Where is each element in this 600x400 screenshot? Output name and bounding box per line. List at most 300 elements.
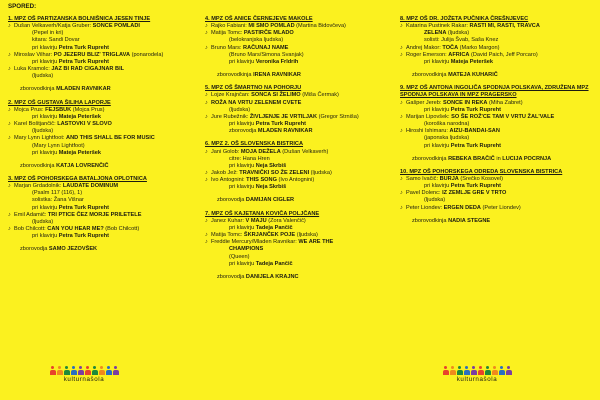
line-text-after: (Miha Zabret) — [487, 99, 523, 106]
choir-title: 2. MPZ OŠ GUSTAVA ŠILIHA LAPORJE — [8, 99, 111, 106]
figure-icon — [57, 366, 63, 375]
music-note-icon: ♪ — [400, 99, 403, 106]
program-line — [400, 37, 596, 44]
program-line — [205, 52, 395, 59]
program-line — [205, 261, 395, 268]
conductor-join: in — [494, 155, 503, 162]
music-note-icon: ♪ — [205, 23, 208, 30]
choir-title: 8. MPZ OŠ DR. JOŽETA PUČNIKA ČREŠNJEVEC — [400, 16, 529, 22]
line-text: Samo Ivačič: — [406, 175, 440, 182]
line-text: pri klavirju — [424, 106, 451, 113]
music-note-icon: ♪ — [8, 23, 11, 30]
figure-head-icon — [100, 366, 103, 369]
figure-icon — [457, 366, 463, 375]
figure-body-icon — [71, 370, 77, 376]
line-bold: Mateja Peteršek — [58, 149, 102, 156]
figure-icon — [85, 366, 91, 375]
figure-body-icon — [106, 370, 112, 376]
line-text: Matija Tomc: — [211, 30, 244, 37]
kulturna-sola-logo — [42, 366, 126, 383]
figure-body-icon — [485, 370, 491, 376]
program-line — [205, 30, 395, 37]
program-line — [8, 183, 196, 190]
line-text-after: (Miša Čermak) — [300, 92, 339, 99]
line-text: Matija Tomc: — [211, 232, 244, 239]
line-bold: MOJA DEŽELA — [240, 148, 281, 155]
conductor-role: zborovodja — [217, 273, 246, 280]
program-line — [205, 246, 395, 253]
line-text: pri klavirju — [32, 44, 59, 51]
line-text-after: (Dušan Velkaverh) — [280, 148, 329, 155]
line-bold: Mateja Peteršek — [450, 58, 494, 65]
conductor-name: LUCIJA POCRNJA — [502, 155, 552, 162]
line-bold: Petra Turk Rupreht — [58, 58, 109, 65]
line-text: pri klavirju — [229, 121, 256, 128]
conductor-line — [8, 246, 196, 253]
line-text: Janez Kuhar: — [211, 217, 246, 224]
program-line — [400, 128, 596, 135]
music-note-icon: ♪ — [205, 92, 208, 99]
program-line — [8, 59, 196, 66]
line-text: (Bruno Mars/Simona Svanjak) — [229, 51, 304, 58]
line-bold: MLADEN RAVNIKAR — [257, 128, 313, 135]
music-note-icon: ♪ — [205, 239, 208, 246]
line-bold: Tadeja Pančič — [255, 260, 293, 267]
line-bold: RAČUNAJ NAME — [243, 44, 289, 51]
conductor-line — [8, 163, 196, 170]
figure-body-icon — [99, 370, 105, 376]
figure-head-icon — [472, 366, 475, 369]
conductor-name: IRENA RAVNIKAR — [253, 72, 301, 79]
choir-entry — [205, 141, 395, 204]
music-note-icon: ♪ — [400, 128, 403, 135]
music-note-icon: ♪ — [400, 204, 403, 211]
conductor-line — [8, 86, 196, 93]
program-line — [8, 226, 196, 233]
line-bold: CAN YOU HEAR ME? — [47, 226, 104, 233]
line-text: Peter Liondev: — [406, 204, 444, 211]
line-bold: Mateja Peteršek — [58, 113, 102, 120]
program-line — [400, 114, 596, 121]
line-text: Emil Adamič: — [14, 211, 48, 218]
line-text: (Pepel in kri) — [32, 30, 64, 37]
choir-entry — [205, 85, 395, 135]
line-bold: TRAVNIČKI SO ŽE ZELENI — [239, 169, 310, 176]
program-line — [8, 135, 196, 142]
program-line — [8, 219, 196, 226]
logo-figures — [42, 366, 126, 375]
line-text: Mary Lynn Lightfoot: — [14, 135, 67, 142]
line-text-after: (Marko Margon) — [458, 44, 500, 51]
figure-body-icon — [471, 370, 477, 376]
program-line — [205, 254, 395, 261]
conductor-name: NADIA STEGNE — [448, 217, 491, 224]
line-text: Freddie Mercury/Mladen Ravnikar: — [211, 239, 299, 246]
line-bold: ŽIVLJENJE JE VRTILJAK — [249, 113, 318, 120]
figure-body-icon — [57, 370, 63, 376]
line-text: (koroška narodna) — [424, 121, 470, 128]
music-note-icon: ♪ — [8, 106, 11, 113]
line-text: Marjan Grdadolnik: — [14, 183, 63, 190]
line-bold: Petra Turk Rupreht — [450, 183, 501, 190]
line-text: pri klavirju — [32, 233, 59, 240]
music-note-icon: ♪ — [400, 44, 403, 51]
program-line — [400, 121, 596, 128]
choir-entry — [400, 169, 596, 225]
line-text: Mojca Prus: — [14, 106, 46, 113]
figure-icon — [464, 366, 470, 375]
line-bold: SONCA SI ŽELIMO — [251, 92, 301, 99]
line-bold: IZ ZEMLJE GRE V TRTO — [442, 190, 507, 197]
choir-title: 1. MPZ OŠ PARTIZANSKA BOLNIŠNICA JESEN TINJE — [8, 16, 151, 22]
line-text-after: (ljudska) — [309, 169, 332, 176]
line-bold: BURJA — [439, 175, 459, 182]
conductor-name: REBEKA BRAČIČ — [448, 155, 495, 162]
figure-icon — [64, 366, 70, 375]
line-bold: ERGEN DEDA — [443, 204, 481, 211]
conductor-role: zborovodkinja — [20, 86, 57, 93]
line-bold: SONCE POMLADI — [92, 23, 140, 30]
program-line — [205, 163, 395, 170]
line-bold: AND THIS SHALL BE FOR MUSIC — [66, 135, 155, 142]
figure-icon — [99, 366, 105, 375]
line-bold: ŠKRJANČEK POJE — [243, 232, 296, 239]
line-bold: ZELENA — [424, 30, 447, 37]
program-line — [400, 183, 596, 190]
line-text-after: (Ivo Antognini) — [276, 177, 315, 184]
program-line — [8, 30, 196, 37]
program-line — [400, 52, 596, 59]
logo-figures — [435, 366, 519, 375]
figure-body-icon — [478, 370, 484, 376]
line-text: pri klavirju — [32, 113, 59, 120]
conductor-line — [400, 218, 596, 225]
line-bold: ROŽA NA VRTU ZELENEM CVETE — [211, 99, 302, 106]
figure-body-icon — [450, 370, 456, 376]
line-text: (Psalm 117 (116), 1) — [32, 190, 83, 197]
line-text-after: (Mojca Prus) — [71, 106, 105, 113]
line-text: Luka Kramolc: — [14, 66, 52, 73]
music-note-icon: ♪ — [8, 226, 11, 233]
figure-body-icon — [499, 370, 505, 376]
figure-icon — [78, 366, 84, 375]
line-text-after: (Srečko Kosovel) — [458, 175, 504, 182]
figure-icon — [492, 366, 498, 375]
line-bold: Petra Turk Rupreht — [450, 106, 501, 113]
line-text: Lojze Krajnčan: — [211, 92, 252, 99]
line-text: Hiroshi Ishimaru: — [406, 128, 450, 135]
line-text: Katarina Pustinek Rakar: — [406, 23, 470, 30]
line-bold: TOČA — [442, 44, 459, 51]
program-line — [400, 176, 596, 183]
conductor-role: zborovodkinja — [20, 162, 57, 169]
line-text: kitara: Sandi Dovar — [32, 37, 80, 44]
figure-head-icon — [451, 366, 454, 369]
program-line — [8, 197, 196, 204]
figure-head-icon — [51, 366, 54, 369]
line-text-after: (Zora Valenčič) — [266, 217, 306, 224]
conductor-name: MLADEN RAVNIKAR — [56, 86, 111, 93]
choir-entry — [8, 16, 196, 94]
figure-icon — [92, 366, 98, 375]
conductor-role: zborovodkinja — [412, 217, 449, 224]
conductor-name: SAMO JEZOVŠEK — [48, 246, 98, 253]
line-text: Miroslav Vilhar: — [14, 51, 54, 58]
program-line — [205, 92, 395, 99]
figure-body-icon — [85, 370, 91, 376]
figure-body-icon — [464, 370, 470, 376]
figure-icon — [443, 366, 449, 375]
conductor-role: zborovodja — [217, 197, 246, 204]
program-line — [8, 52, 196, 59]
program-line — [400, 197, 596, 204]
music-note-icon: ♪ — [400, 23, 403, 30]
conductor-line — [205, 72, 395, 79]
figure-body-icon — [64, 370, 70, 376]
figure-head-icon — [65, 366, 68, 369]
kulturna-sola-logo — [435, 366, 519, 383]
program-line — [205, 177, 395, 184]
figure-head-icon — [444, 366, 447, 369]
line-text: (ljudska) — [32, 73, 54, 80]
figure-icon — [113, 366, 119, 375]
choir-title: 5. MPZ OŠ ŠMARTNO NA POHORJU — [205, 85, 302, 92]
figure-head-icon — [86, 366, 89, 369]
line-bold: Petra Turk Rupreht — [450, 142, 501, 149]
conductor-line — [400, 72, 596, 79]
music-note-icon: ♪ — [8, 51, 11, 58]
line-bold: THIS SONG — [246, 177, 277, 184]
column-3 — [400, 16, 596, 231]
line-bold: PO JEZERU BLIZ' TRIGLAVA — [53, 51, 131, 58]
figure-icon — [485, 366, 491, 375]
line-bold: WE ARE THE — [298, 239, 334, 246]
program-line — [8, 37, 196, 44]
figure-head-icon — [507, 366, 510, 369]
line-text: pri klavirju — [32, 58, 59, 65]
program-line — [205, 100, 395, 107]
figure-icon — [450, 366, 456, 375]
figure-icon — [499, 366, 505, 375]
choir-entry — [8, 100, 196, 170]
line-bold: Petra Turk Rupreht — [58, 204, 109, 211]
line-text: Bruno Mars: — [211, 44, 244, 51]
line-text: Jakob Jež: — [211, 169, 240, 176]
program-line — [8, 233, 196, 240]
line-text: Pavel Dolenc: — [406, 190, 443, 197]
line-text-after: (Peter Liondev) — [480, 204, 521, 211]
figure-icon — [50, 366, 56, 375]
program-line — [400, 143, 596, 150]
figure-body-icon — [492, 370, 498, 376]
line-text-after: (David Paich, Jeff Porcaro) — [469, 51, 538, 58]
figure-head-icon — [93, 366, 96, 369]
line-bold: RASTI MI, RASTI, TRAVCA — [469, 23, 540, 30]
music-note-icon: ♪ — [8, 135, 11, 142]
music-note-icon: ♪ — [8, 183, 11, 190]
line-text: Marijan Lipovšek: — [406, 113, 452, 120]
line-text-after: (Bob Chilcott) — [103, 226, 140, 233]
conductor-name: DAMIJAN CIGLER — [245, 197, 295, 204]
program-line — [8, 23, 196, 30]
program-line — [400, 135, 596, 142]
line-text: pri klavirju — [229, 162, 256, 169]
line-text: pri klavirju — [229, 58, 256, 65]
program-line — [8, 66, 196, 73]
music-note-icon: ♪ — [205, 232, 208, 239]
program-line — [205, 114, 395, 121]
program-line — [205, 45, 395, 52]
conductor-name: DANIJELA KRAJNC — [245, 273, 299, 280]
program-line — [205, 184, 395, 191]
program-line — [8, 45, 196, 52]
line-text: (Queen) — [229, 253, 250, 260]
figure-head-icon — [72, 366, 75, 369]
music-note-icon: ♪ — [205, 99, 208, 106]
line-text: Bob Chilcott: — [14, 226, 48, 233]
line-bold: TRI PTICE ČEZ MORJE PRILETELE — [47, 211, 142, 218]
program-line — [205, 239, 395, 246]
program-line — [8, 121, 196, 128]
line-text: (ljudska) — [424, 197, 446, 204]
program-line — [400, 107, 596, 114]
figure-head-icon — [493, 366, 496, 369]
choir-title: 9. MPZ OŠ ANTONA INGOLIČA SPODNJA POLSKAVA, ZDRUŽENA MPZ SPODNJA POLSKAVA IN MPZ PRAGERSKO — [400, 85, 589, 99]
line-bold: Petra Turk Rupreht — [255, 121, 306, 128]
line-text: (ljudska) — [32, 128, 54, 135]
figure-head-icon — [500, 366, 503, 369]
program-line — [205, 170, 395, 177]
line-text: pri klavirju — [229, 184, 256, 191]
choir-entry — [400, 16, 596, 79]
line-text: Jure Rubežnik: — [211, 113, 250, 120]
line-bold: Neja Skrbiš — [255, 162, 287, 169]
line-text: pri klavirju — [424, 183, 451, 190]
program-line — [8, 73, 196, 80]
figure-body-icon — [78, 370, 84, 376]
figure-body-icon — [113, 370, 119, 376]
line-bold: CHAMPIONS — [229, 246, 264, 253]
line-text-after: (ljudska) — [295, 232, 318, 239]
choir-entry — [205, 16, 395, 79]
choir-entry — [205, 211, 395, 281]
conductor-line — [205, 197, 395, 204]
line-text: citre: Hana Hren — [229, 155, 270, 162]
music-note-icon: ♪ — [400, 113, 403, 120]
line-text: (belokranjska ljudska) — [229, 37, 284, 44]
figure-icon — [506, 366, 512, 375]
line-text: (Mary Lynn Lightfoot) — [32, 142, 85, 149]
line-bold: Petra Turk Rupreht — [58, 233, 109, 240]
program-line — [400, 190, 596, 197]
line-bold: AFRICA — [448, 51, 470, 58]
program-line — [205, 37, 395, 44]
figure-head-icon — [486, 366, 489, 369]
line-bold: MI SMO POMLAD — [248, 23, 295, 30]
line-text: solistka: Žana Višnar — [32, 197, 84, 204]
program-line — [205, 107, 395, 114]
choir-entry — [400, 85, 596, 163]
line-text-after: (ljudska) — [446, 30, 470, 37]
column-1 — [8, 16, 196, 260]
line-text: (ljudska) — [229, 106, 251, 113]
figure-body-icon — [443, 370, 449, 376]
conductor-line — [400, 156, 596, 163]
conductor-name: MATEJA KUHARIČ — [448, 72, 498, 79]
line-bold: V MAJU — [245, 217, 267, 224]
figure-icon — [471, 366, 477, 375]
line-bold: Neja Skrbiš — [255, 184, 287, 191]
line-text: Andrej Makor: — [406, 44, 443, 51]
line-text: (ljudska) — [32, 218, 54, 225]
program-line — [8, 205, 196, 212]
conductor-role: zborovodkinja — [217, 72, 254, 79]
figure-head-icon — [58, 366, 61, 369]
program-line — [205, 59, 395, 66]
program-line — [205, 232, 395, 239]
figure-body-icon — [50, 370, 56, 376]
music-note-icon: ♪ — [205, 217, 208, 224]
line-text: zborovodja — [229, 128, 258, 135]
line-text: Karel Boštjančič: — [14, 121, 58, 128]
line-text: pri klavirju — [424, 142, 451, 149]
line-text: Ivo Antognini: — [211, 177, 247, 184]
figure-icon — [106, 366, 112, 375]
choir-title: 10. MPZ OŠ POHORSKEGA ODREDA SLOVENSKA BISTRICA — [400, 168, 563, 175]
program-line — [400, 45, 596, 52]
conductor-role: zborovodkinja — [412, 155, 449, 162]
page-heading: SPORED: — [8, 3, 37, 10]
program-line — [8, 107, 196, 114]
program-line — [8, 114, 196, 121]
music-note-icon: ♪ — [205, 169, 208, 176]
line-bold: SO ŠE ROŽ'CE TAM V VRTU ŽAL'VALE — [451, 113, 555, 120]
line-bold: PASTIRČE MLADO — [243, 30, 294, 37]
music-note-icon: ♪ — [205, 148, 208, 155]
music-note-icon: ♪ — [205, 177, 208, 184]
program-line — [205, 149, 395, 156]
figure-body-icon — [457, 370, 463, 376]
line-text-after: (Martina Bidovčeva) — [294, 23, 346, 30]
figure-head-icon — [107, 366, 110, 369]
line-bold: LAUDATE DOMINUM — [62, 183, 119, 190]
line-text: Rajko Fabiani: — [211, 23, 249, 30]
choir-entry — [8, 176, 196, 254]
music-note-icon: ♪ — [8, 211, 11, 218]
program-line — [400, 100, 596, 107]
program-line — [8, 143, 196, 150]
choir-title: 4. MPZ OŠ ANICE ČERNEJEVE MAKOLE — [205, 16, 313, 22]
program-line — [205, 128, 395, 135]
figure-body-icon — [506, 370, 512, 376]
line-text: solisti: Julija Švab, Saša Knez — [424, 37, 499, 44]
conductor-name: KATJA LOVRENČIČ — [56, 162, 109, 169]
music-note-icon: ♪ — [8, 121, 11, 128]
music-note-icon: ♪ — [205, 113, 208, 120]
music-note-icon: ♪ — [205, 30, 208, 37]
line-text: pri klavirju — [229, 260, 256, 267]
line-text: Gašper Jereb: — [406, 99, 443, 106]
program-line — [8, 212, 196, 219]
line-text: pri klavirju — [229, 224, 256, 231]
line-text-after: (ponarodela) — [130, 51, 164, 58]
line-text: (japonska ljudska) — [424, 135, 470, 142]
line-bold: Petra Turk Rupreht — [58, 44, 109, 51]
music-note-icon: ♪ — [400, 51, 403, 58]
choir-title: 3. MPZ OŠ POHORSKEGA BATALJONA OPLOTNICA — [8, 175, 147, 182]
line-text: Roger Emerson: — [406, 51, 449, 58]
program-line — [205, 156, 395, 163]
